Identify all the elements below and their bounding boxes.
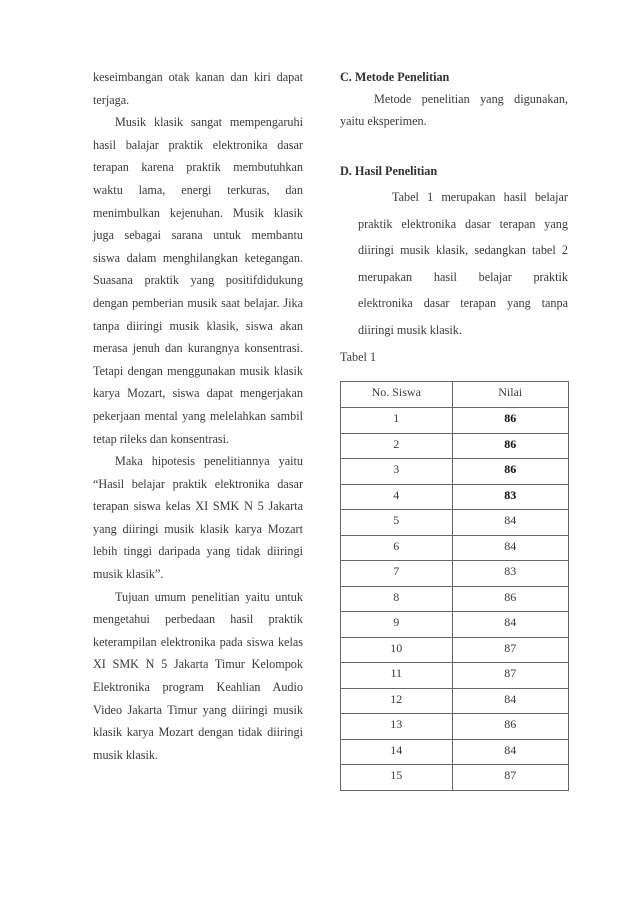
table-header-row	[341, 382, 569, 408]
cell-no-siswa: 15	[341, 765, 453, 791]
cell-nilai: 86	[452, 433, 568, 459]
table-row	[341, 535, 569, 561]
cell-nilai: 84	[452, 510, 568, 536]
cell-nilai: 86	[452, 714, 568, 740]
cell-no-siswa: 2	[341, 433, 453, 459]
table-row	[341, 637, 569, 663]
table-row	[341, 433, 569, 459]
table-row	[341, 510, 569, 536]
cell-no-siswa: 9	[341, 612, 453, 638]
cell-no-siswa: 5	[341, 510, 453, 536]
table-row	[341, 459, 569, 485]
cell-nilai: 83	[452, 561, 568, 587]
section-d-heading: D. Hasil Penelitian	[340, 164, 438, 178]
table-row	[341, 663, 569, 689]
cell-nilai: 84	[452, 612, 568, 638]
table-row	[341, 765, 569, 791]
results-table	[340, 381, 569, 791]
paragraph-continuation: keseimbangan otak kanan dan kiri dapat terjaga.	[93, 70, 303, 107]
cell-nilai: 87	[452, 765, 568, 791]
cell-no-siswa: 12	[341, 688, 453, 714]
cell-nilai: 84	[452, 688, 568, 714]
section-c-text: Metode penelitian yang digunakan, yaitu eksperimen.	[340, 92, 568, 128]
table-row	[341, 586, 569, 612]
table-row	[341, 408, 569, 434]
cell-nilai: 86	[452, 408, 568, 434]
paragraph-classical-music: Musik klasik sangat mempengaruhi hasil balajar praktik elektronika dasar terapan karena praktik membutuhkan waktu lama, energi terkuras, dan menimbulkan kejenuhan. Musik klasik juga sebagai sarana untuk membantu siswa dalam menghilangkan ketegangan. Suasana praktik yang positifdidukung dengan pemberian musik saat belajar. Jika tanpa diiringi musik klasik, siswa akan merasa jenuh dan kurangnya konsentrasi. Tetapi dengan menggunakan musik klasik karya Mozart, siswa dapat mengerjakan pekerjaan mental yang melelahkan sambil tetap rileks dan konsentrasi.	[93, 115, 303, 446]
cell-no-siswa: 3	[341, 459, 453, 485]
cell-nilai: 87	[452, 637, 568, 663]
cell-no-siswa: 4	[341, 484, 453, 510]
cell-nilai: 86	[452, 586, 568, 612]
table-row	[341, 484, 569, 510]
header-no-siswa: No. Siswa	[341, 382, 453, 408]
cell-no-siswa: 8	[341, 586, 453, 612]
cell-nilai: 86	[452, 459, 568, 485]
cell-no-siswa: 11	[341, 663, 453, 689]
cell-nilai: 84	[452, 739, 568, 765]
cell-nilai: 84	[452, 535, 568, 561]
cell-no-siswa: 6	[341, 535, 453, 561]
table-body	[341, 408, 569, 791]
table-row	[341, 714, 569, 740]
cell-no-siswa: 7	[341, 561, 453, 587]
cell-no-siswa: 13	[341, 714, 453, 740]
table-row	[341, 612, 569, 638]
cell-no-siswa: 1	[341, 408, 453, 434]
table-row	[341, 688, 569, 714]
left-column	[93, 66, 303, 766]
section-c-heading: C. Metode Penelitian	[340, 70, 450, 84]
cell-nilai: 83	[452, 484, 568, 510]
table-row	[341, 561, 569, 587]
paragraph-hypothesis: Maka hipotesis penelitiannya yaitu “Hasil belajar praktik elektronika dasar terapan siswa kelas XI SMK N 5 Jakarta yang diiringi musik klasik karya Mozart lebih tinggi daripada yang tidak diiringi musik klasik”.	[93, 454, 303, 582]
table-caption: Tabel 1	[340, 350, 377, 364]
right-column	[340, 66, 568, 343]
cell-no-siswa: 10	[341, 637, 453, 663]
table-row	[341, 739, 569, 765]
cell-nilai: 87	[452, 663, 568, 689]
paragraph-research-goal: Tujuan umum penelitian yaitu untuk mengetahui perbedaan hasil praktik keterampilan elektronika pada siswa kelas XI SMK N 5 Jakarta Timur Kelompok Elektronika program Keahlian Audio Video Jakarta Timur yang diiringi musik klasik karya Mozart dengan tidak diiringi musik klasik.	[93, 589, 303, 762]
cell-no-siswa: 14	[341, 739, 453, 765]
section-d-text: Tabel 1 merupakan hasil belajar praktik elektronika dasar terapan yang diiringi musik klasik, sedangkan tabel 2 merupakan hasil belajar praktik elektronika dasar terapan yang tanpa diiringi musik klasik.	[358, 190, 568, 337]
header-nilai: Nilai	[452, 382, 568, 408]
